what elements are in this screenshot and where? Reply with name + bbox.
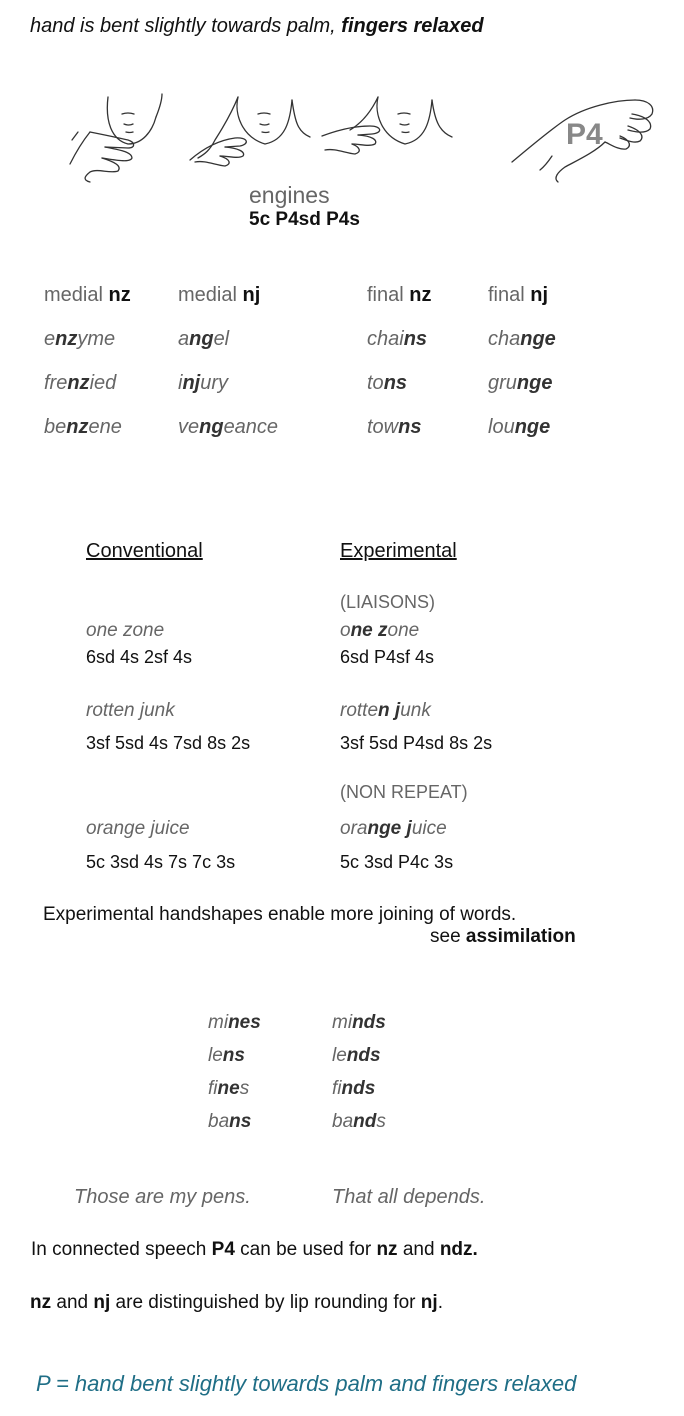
phrase-part-bold: ne z: [350, 620, 388, 641]
footer-definition: P = hand bent slightly towards palm and fingers relaxed: [36, 1371, 577, 1396]
word-part: le: [208, 1045, 223, 1066]
word-part: s: [239, 1078, 250, 1099]
table-word: [488, 372, 552, 395]
word-part-bold: ns: [229, 1111, 252, 1132]
assimilation-see-line: [430, 926, 576, 948]
liaisons-label: (LIAISONS): [340, 592, 436, 612]
conventional-phrase: one zone: [86, 620, 165, 641]
intro-text: hand is bent slightly towards palm,: [30, 15, 342, 37]
assimilation-link[interactable]: assimilation: [465, 926, 576, 947]
word-part-bold: nd: [353, 1111, 377, 1132]
non-repeat-label: (NON REPEAT): [340, 782, 468, 802]
word-part: yme: [77, 328, 116, 350]
header-final-nj: [488, 284, 548, 307]
assimilation-note: Experimental handshapes enable more joining of words.: [43, 904, 517, 925]
word-part: ba: [208, 1111, 230, 1132]
conventional-phrase: rotten junk: [86, 700, 175, 721]
experimental-code: 5c 3sd P4c 3s: [340, 852, 454, 872]
conventional-heading: Conventional: [86, 540, 203, 562]
word-part-bold: nge: [520, 328, 556, 350]
table-word: [367, 416, 421, 439]
word-part: s: [376, 1111, 386, 1132]
word-part-bold: nds: [341, 1078, 376, 1099]
word-part: ury: [200, 372, 229, 394]
note-bold: nj: [420, 1292, 438, 1313]
word-part: chai: [367, 328, 404, 350]
see-text: see: [430, 926, 466, 947]
word-part: cha: [488, 328, 521, 350]
note-text: are distinguished by lip rounding for: [110, 1292, 421, 1313]
note-lip-rounding: [30, 1292, 443, 1314]
word-part: lou: [488, 416, 515, 438]
experimental-heading: Experimental: [340, 540, 457, 562]
phrase-part: uice: [411, 818, 447, 839]
note-bold: nz: [30, 1292, 52, 1313]
word-part-bold: ns: [403, 328, 428, 350]
word-part-bold: nds: [352, 1012, 386, 1033]
pair-word: [208, 1012, 261, 1034]
word-part: a: [178, 328, 190, 350]
table-word: [367, 328, 427, 351]
word-part: gru: [488, 372, 517, 394]
word-part: el: [213, 328, 230, 350]
header-final-nz: [367, 284, 431, 307]
word-part: be: [44, 416, 67, 438]
header-prefix: final: [488, 284, 531, 306]
note-bold: nj: [93, 1292, 111, 1313]
experimental-code: 3sf 5sd P4sd 8s 2s: [340, 733, 493, 753]
word-part: ene: [88, 416, 122, 438]
table-word: [44, 372, 116, 395]
word-part-bold: ng: [189, 328, 214, 350]
note-bold: nz: [376, 1239, 398, 1260]
word-part: eance: [223, 416, 279, 438]
face-with-hand-3: [322, 97, 452, 154]
experimental-phrase: [340, 700, 431, 722]
conventional-code: 3sf 5sd 4s 7sd 8s 2s: [86, 733, 251, 753]
word-part-bold: ng: [199, 416, 224, 438]
table-word: [44, 416, 122, 439]
conventional-code: 6sd 4s 2sf 4s: [86, 647, 193, 667]
note-text: .: [437, 1292, 443, 1313]
header-bold: nj: [530, 284, 549, 306]
table-word: [488, 328, 556, 351]
word-part: fi: [332, 1078, 342, 1099]
pair-word: [332, 1012, 386, 1034]
note-bold: P4: [211, 1239, 235, 1260]
word-part: fre: [44, 372, 68, 394]
header-bold: nz: [108, 284, 131, 306]
pair-word: [208, 1045, 245, 1067]
word-part-bold: nes: [228, 1012, 261, 1033]
word-part: i: [178, 372, 183, 394]
experimental-phrase: [340, 620, 419, 642]
word-part: mi: [208, 1012, 229, 1033]
table-word: [178, 372, 228, 395]
word-part: le: [332, 1045, 347, 1066]
word-part-bold: ns: [398, 416, 422, 438]
word-part: mi: [332, 1012, 353, 1033]
word-part-bold: nge: [516, 372, 553, 394]
conventional-phrase: orange juice: [86, 818, 190, 839]
phrase-part-bold: n j: [378, 700, 401, 721]
phrase-part: ora: [340, 818, 368, 839]
word-part-bold: ns: [222, 1045, 245, 1066]
table-word: [178, 328, 229, 351]
word-part: e: [44, 328, 56, 350]
phrase-part: o: [340, 620, 351, 641]
table-word: [367, 372, 407, 395]
experimental-phrase: [340, 818, 447, 840]
face-with-hand-1: [70, 94, 162, 182]
phrase-part: rotte: [340, 700, 379, 721]
sentence-right: That all depends.: [332, 1186, 486, 1208]
note-text: and: [397, 1239, 440, 1260]
word-part-bold: ne: [217, 1078, 240, 1099]
face-with-hand-2: [190, 97, 310, 166]
illustration-caption-word: engines: [249, 182, 330, 208]
word-part: to: [367, 372, 384, 394]
header-medial-nj: [178, 284, 260, 307]
header-bold: nj: [242, 284, 261, 306]
word-part: ba: [332, 1111, 354, 1132]
pair-word: [208, 1078, 249, 1100]
word-part: fi: [208, 1078, 218, 1099]
handshape-label: P4: [566, 118, 603, 151]
word-part-bold: nds: [346, 1045, 381, 1066]
word-part-bold: ns: [383, 372, 408, 394]
phrase-part: unk: [400, 700, 431, 721]
header-bold: nz: [409, 284, 432, 306]
note-text: In connected speech: [31, 1239, 212, 1260]
phrase-part-bold: nge j: [367, 818, 412, 839]
header-medial-nz: [44, 284, 131, 307]
header-prefix: medial: [178, 284, 243, 306]
pair-word: [332, 1078, 375, 1100]
word-part-bold: nge: [514, 416, 551, 438]
note-text: can be used for: [234, 1239, 377, 1260]
word-part-bold: nj: [182, 372, 201, 394]
conventional-code: 5c 3sd 4s 7s 7c 3s: [86, 852, 236, 872]
phrase-part: one: [387, 620, 420, 641]
note-text: and: [51, 1292, 94, 1313]
table-word: [178, 416, 278, 439]
experimental-code: 6sd P4sf 4s: [340, 647, 435, 667]
word-part: ve: [178, 416, 200, 438]
pair-word: [332, 1045, 381, 1067]
sentence-left: Those are my pens.: [74, 1186, 251, 1208]
header-prefix: medial: [44, 284, 109, 306]
pair-word: [332, 1111, 386, 1133]
word-part-bold: nz: [67, 372, 90, 394]
intro-bold-text: fingers relaxed: [341, 15, 484, 37]
table-word: [488, 416, 550, 439]
table-word: [44, 328, 115, 351]
header-prefix: final: [367, 284, 410, 306]
pair-word: [208, 1111, 251, 1133]
word-part-bold: nz: [66, 416, 89, 438]
word-part: ied: [89, 372, 117, 394]
word-part: tow: [367, 416, 399, 438]
word-part-bold: nz: [55, 328, 78, 350]
note-bold: ndz.: [439, 1239, 478, 1260]
note-connected-speech: [31, 1239, 478, 1261]
illustration-caption-code: 5c P4sd P4s: [249, 209, 360, 230]
intro-line: [30, 15, 484, 38]
